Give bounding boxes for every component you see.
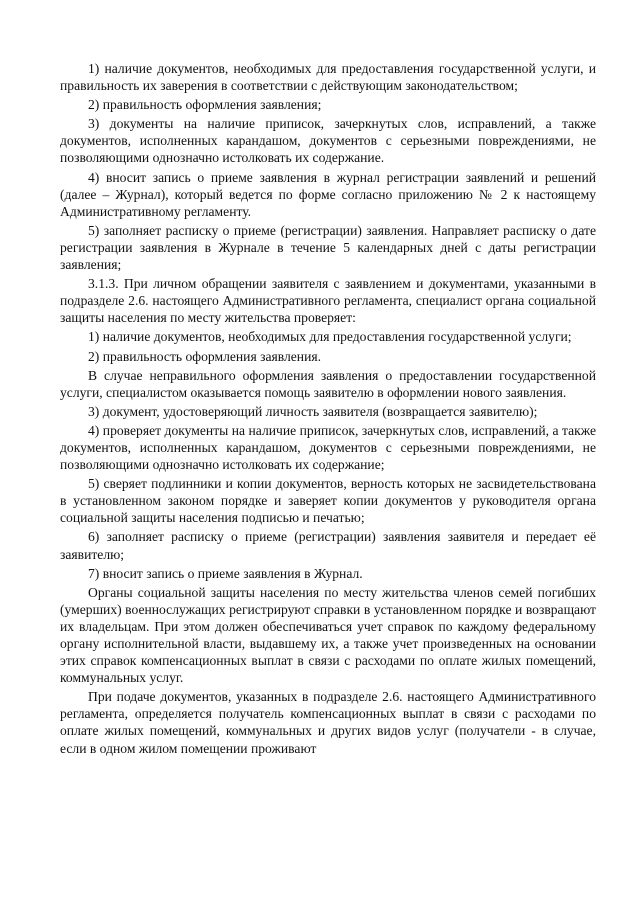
paragraph-10: 3) документ, удостоверяющий личность заявителя (возвращается заявителю); <box>88 403 538 419</box>
paragraph-14: 7) вносит запись о приеме заявления в Журнал. <box>88 565 363 581</box>
paragraph-16: При подаче документов, указанных в подразделе 2.6. настоящего Административного регламента, определяется получатель компенсационных выплат в связи с расходами по оплате жилых помещений, коммунальных и других видов услуг (получатели - в случае, если в одном жилом помещении проживают <box>60 689 596 756</box>
paragraph-11: 4) проверяет документы на наличие приписок, зачеркнутых слов, исправлений, а также документов, исполненных карандашом, документов с серьезными повреждениями, не позволяющими однозначно истолковать их содержание; <box>60 422 596 473</box>
paragraph-2: 2) правильность оформления заявления; <box>88 97 322 113</box>
paragraph-4: 4) вносит запись о приеме заявления в журнал регистрации заявлений и решений (далее – Журнал), который ведется по форме согласно приложению № 2 к настоящему Административному регламенту. <box>60 169 596 219</box>
paragraph-7: 1) наличие документов, необходимых для предоставления государственной услуги; <box>88 329 572 345</box>
paragraph-15: Органы социальной защиты населения по месту жительства членов семей погибших (умерших) военнослужащих регистрируют справки в установленном порядке и возвращают их владельцам. При этом должен обеспечиваться учет справок по каждому федеральному органу исполнительной власти, выдавшему их, а также учет произведенных на основании этих справок компенсационных выплат в связи с расходами по оплате жилых помещений, коммунальных услуг. <box>60 584 596 686</box>
paragraph-13: 6) заполняет расписку о приеме (регистрации) заявления заявителя и передает её заявителю; <box>60 529 596 562</box>
paragraph-5: 5) заполняет расписку о приеме (регистрации) заявления. Направляет расписку о дате регистрации заявления в Журнале в течение 5 календарных дней с даты регистрации заявления; <box>60 222 596 273</box>
paragraph-1: 1) наличие документов, необходимых для предоставления государственной услуги, и правильность их заверения в соответствии с действующим законодательством; <box>60 61 596 94</box>
document-body <box>60 60 596 757</box>
paragraph-6: 3.1.3. При личном обращении заявителя с заявлением и документами, указанными в подразделе 2.6. настоящего Административного регламента, специалист органа социальной защиты населения по месту жительства проверяет: <box>60 276 596 326</box>
paragraph-12: 5) сверяет подлинники и копии документов, верность которых не засвидетельствована в установленном законом порядке и заверяет копии документов у руководителя органа социальной защиты населения подписью и печатью; <box>60 476 596 526</box>
paragraph-9: В случае неправильного оформления заявления о предоставлении государственной услуги, специалистом оказывается помощь заявителю в оформлении нового заявления. <box>60 367 596 400</box>
paragraph-3: 3) документы на наличие приписок, зачеркнутых слов, исправлений, а также документов, исполненных карандашом, документов с серьезными повреждениями, не позволяющими однозначно истолковать их содержание. <box>60 116 596 166</box>
paragraph-8: 2) правильность оформления заявления. <box>88 348 322 364</box>
